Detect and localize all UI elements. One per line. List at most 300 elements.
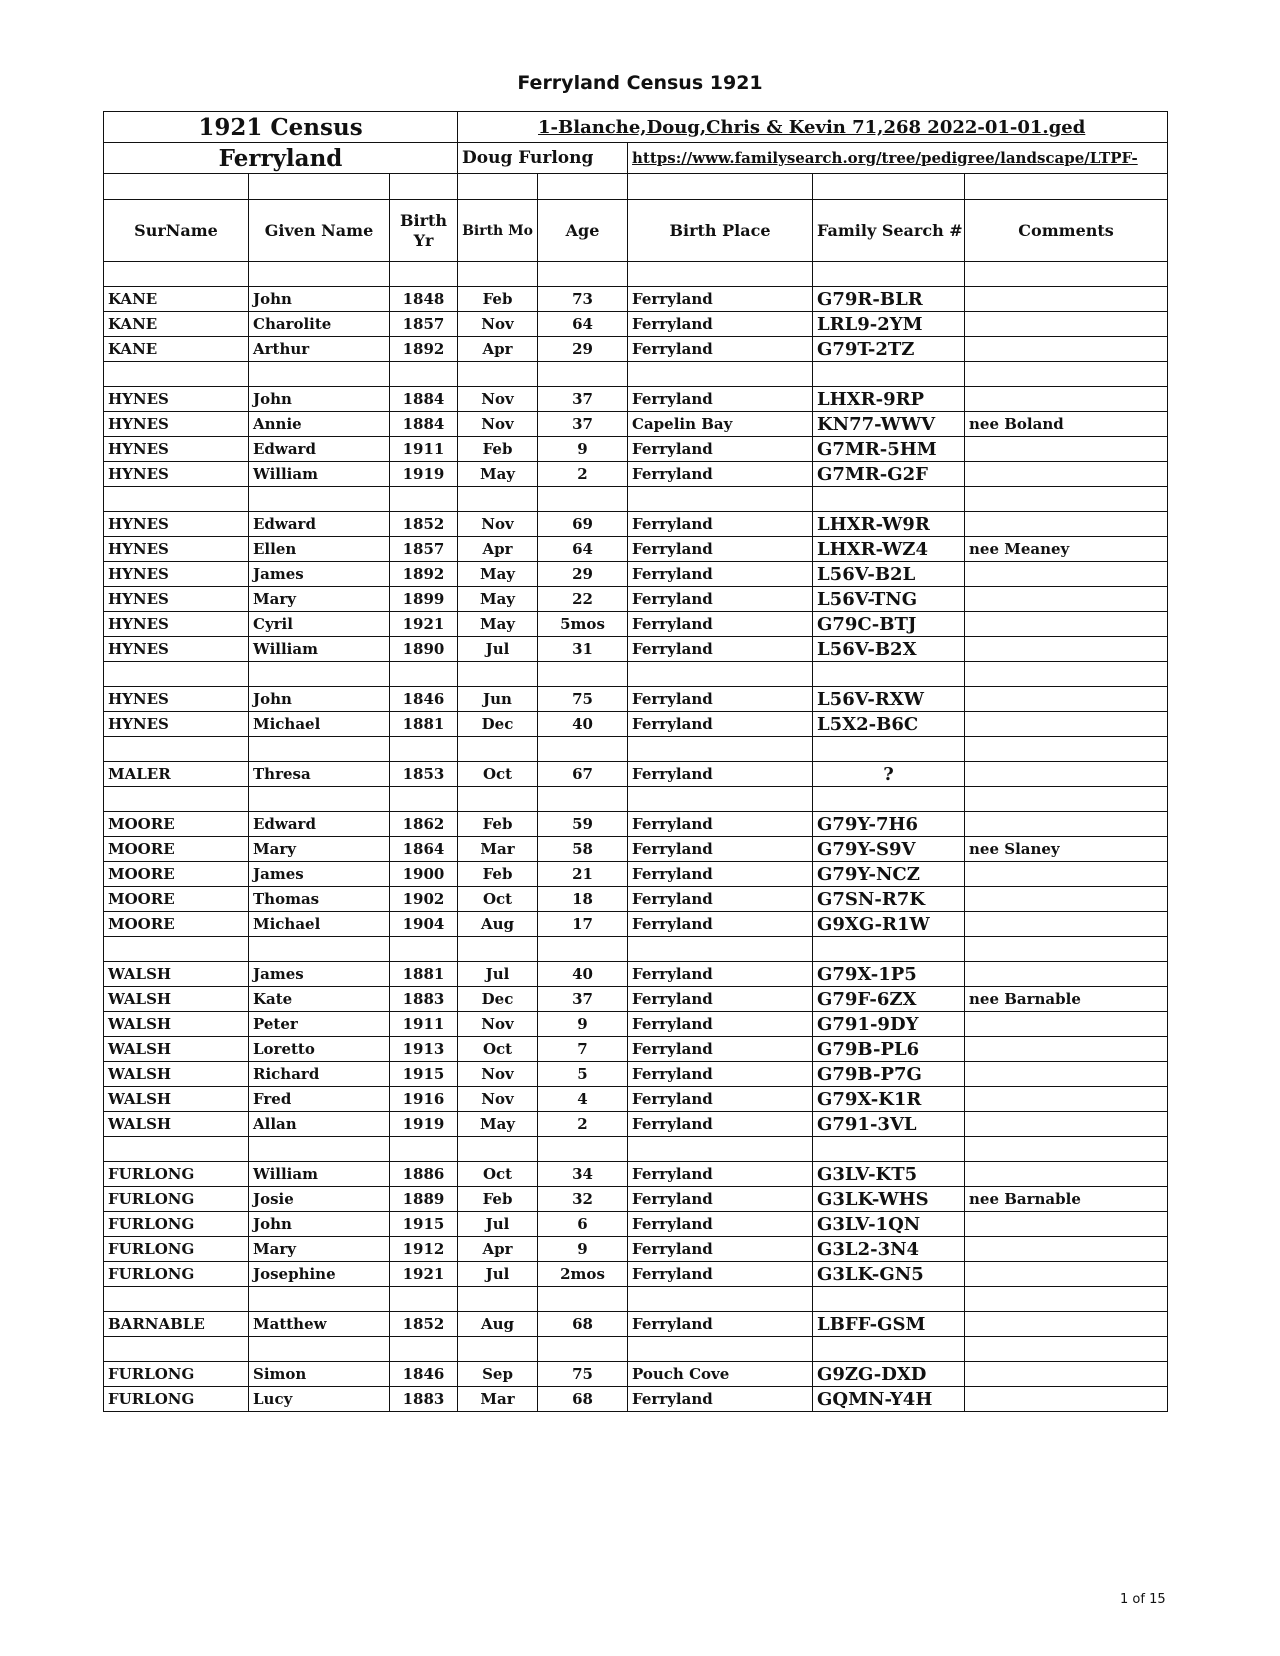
- empty-cell: [104, 737, 249, 762]
- birth-yr-cell: 1889: [390, 1187, 458, 1212]
- col-comments: Comments: [965, 200, 1168, 262]
- surname-cell: MOORE: [104, 812, 249, 837]
- given-name-cell: Mary: [249, 587, 390, 612]
- family-search-id-cell: ?: [813, 762, 965, 787]
- table-row: [104, 437, 1168, 462]
- birth-mo-cell: Oct: [458, 1037, 538, 1062]
- family-search-id-cell: G79F-6ZX: [813, 987, 965, 1012]
- empty-cell: [390, 1337, 458, 1362]
- given-name-cell: Fred: [249, 1087, 390, 1112]
- empty-cell: [390, 662, 458, 687]
- spacer-row: [104, 362, 1168, 387]
- family-search-id-cell: LHXR-W9R: [813, 512, 965, 537]
- empty-cell: [813, 662, 965, 687]
- birth-mo-cell: Dec: [458, 987, 538, 1012]
- empty-cell: [965, 1337, 1168, 1362]
- empty-cell: [813, 1337, 965, 1362]
- table-row: [104, 687, 1168, 712]
- surname-cell: HYNES: [104, 512, 249, 537]
- comment-cell: [965, 1262, 1168, 1287]
- spacer-row: [104, 487, 1168, 512]
- surname-cell: HYNES: [104, 712, 249, 737]
- empty-cell: [538, 1287, 628, 1312]
- birth-place-cell: Ferryland: [628, 1037, 813, 1062]
- given-name-cell: Thresa: [249, 762, 390, 787]
- birth-yr-cell: 1886: [390, 1162, 458, 1187]
- empty-cell: [538, 1137, 628, 1162]
- table-row: [104, 337, 1168, 362]
- birth-yr-cell: 1902: [390, 887, 458, 912]
- surname-cell: MOORE: [104, 862, 249, 887]
- empty-cell: [249, 662, 390, 687]
- birth-mo-cell: Jul: [458, 962, 538, 987]
- surname-cell: HYNES: [104, 537, 249, 562]
- empty-cell: [458, 262, 538, 287]
- surname-cell: MALER: [104, 762, 249, 787]
- table-row: [104, 1362, 1168, 1387]
- birth-place-cell: Ferryland: [628, 1387, 813, 1412]
- family-search-id-cell: G3LK-GN5: [813, 1262, 965, 1287]
- family-search-id-cell: G3LK-WHS: [813, 1187, 965, 1212]
- birth-mo-cell: Dec: [458, 712, 538, 737]
- page-title: Ferryland Census 1921: [517, 72, 763, 94]
- age-cell: 40: [538, 962, 628, 987]
- census-table: [103, 111, 1168, 1412]
- familysearch-link[interactable]: https://www.familysearch.org/tree/pedigree/landscape/LTPF-: [628, 143, 1168, 174]
- birth-mo-cell: Feb: [458, 287, 538, 312]
- birth-mo-cell: May: [458, 612, 538, 637]
- surname-cell: HYNES: [104, 412, 249, 437]
- family-search-id-cell: G79C-BTJ: [813, 612, 965, 637]
- comment-cell: [965, 587, 1168, 612]
- table-row: [104, 1037, 1168, 1062]
- given-name-cell: Josephine: [249, 1262, 390, 1287]
- comment-cell: [965, 1387, 1168, 1412]
- birth-place-cell: Ferryland: [628, 887, 813, 912]
- spacer-row: [104, 937, 1168, 962]
- family-search-id-cell: G3LV-1QN: [813, 1212, 965, 1237]
- comment-cell: [965, 437, 1168, 462]
- birth-mo-cell: Oct: [458, 1162, 538, 1187]
- surname-cell: HYNES: [104, 562, 249, 587]
- comment-cell: [965, 637, 1168, 662]
- age-cell: 68: [538, 1387, 628, 1412]
- age-cell: 2: [538, 1112, 628, 1137]
- given-name-cell: William: [249, 637, 390, 662]
- empty-cell: [628, 362, 813, 387]
- empty-cell: [813, 262, 965, 287]
- given-name-cell: John: [249, 1212, 390, 1237]
- birth-yr-cell: 1883: [390, 987, 458, 1012]
- table-row: [104, 1112, 1168, 1137]
- empty-cell: [813, 787, 965, 812]
- birth-yr-cell: 1915: [390, 1212, 458, 1237]
- comment-cell: [965, 1212, 1168, 1237]
- spacer-row: [104, 737, 1168, 762]
- empty-cell: [965, 937, 1168, 962]
- age-cell: 22: [538, 587, 628, 612]
- surname-cell: HYNES: [104, 587, 249, 612]
- family-search-id-cell: GQMN-Y4H: [813, 1387, 965, 1412]
- empty-cell: [458, 937, 538, 962]
- comment-cell: nee Barnable: [965, 1187, 1168, 1212]
- spacer-row: [104, 1137, 1168, 1162]
- birth-place-cell: Ferryland: [628, 1087, 813, 1112]
- birth-yr-cell: 1913: [390, 1037, 458, 1062]
- spacer-row: [104, 1287, 1168, 1312]
- age-cell: 64: [538, 537, 628, 562]
- empty-cell: [628, 937, 813, 962]
- surname-cell: WALSH: [104, 1012, 249, 1037]
- birth-yr-cell: 1900: [390, 862, 458, 887]
- given-name-cell: Matthew: [249, 1312, 390, 1337]
- birth-mo-cell: Feb: [458, 812, 538, 837]
- comment-cell: [965, 862, 1168, 887]
- comment-cell: [965, 1012, 1168, 1037]
- empty-cell: [965, 787, 1168, 812]
- empty-cell: [104, 662, 249, 687]
- empty-cell: [538, 362, 628, 387]
- surname-cell: HYNES: [104, 637, 249, 662]
- birth-yr-cell: 1883: [390, 1387, 458, 1412]
- family-search-id-cell: G3L2-3N4: [813, 1237, 965, 1262]
- empty-cell: [458, 487, 538, 512]
- age-cell: 64: [538, 312, 628, 337]
- birth-mo-cell: Jul: [458, 1212, 538, 1237]
- empty-cell: [628, 737, 813, 762]
- comment-cell: [965, 1162, 1168, 1187]
- age-cell: 5mos: [538, 612, 628, 637]
- birth-place-cell: Ferryland: [628, 337, 813, 362]
- table-row: [104, 812, 1168, 837]
- family-search-id-cell: G79B-P7G: [813, 1062, 965, 1087]
- birth-mo-cell: Mar: [458, 837, 538, 862]
- empty-cell: [965, 362, 1168, 387]
- birth-place-cell: Ferryland: [628, 712, 813, 737]
- birth-yr-cell: 1848: [390, 287, 458, 312]
- comment-cell: [965, 1037, 1168, 1062]
- empty-cell: [965, 487, 1168, 512]
- family-search-id-cell: G3LV-KT5: [813, 1162, 965, 1187]
- birth-place-cell: Ferryland: [628, 437, 813, 462]
- empty-cell: [458, 1337, 538, 1362]
- birth-place-cell: Ferryland: [628, 612, 813, 637]
- comment-cell: nee Meaney: [965, 537, 1168, 562]
- birth-yr-cell: 1846: [390, 687, 458, 712]
- family-search-id-cell: LRL9-2YM: [813, 312, 965, 337]
- birth-yr-cell: 1864: [390, 837, 458, 862]
- empty-cell: [538, 662, 628, 687]
- table-row: [104, 312, 1168, 337]
- family-search-id-cell: G79B-PL6: [813, 1037, 965, 1062]
- table-row: [104, 1212, 1168, 1237]
- comment-cell: nee Barnable: [965, 987, 1168, 1012]
- table-row: [104, 862, 1168, 887]
- empty-cell: [628, 262, 813, 287]
- col-birth-place: Birth Place: [628, 200, 813, 262]
- empty-cell: [965, 737, 1168, 762]
- col-birth-mo: Birth Mo: [458, 200, 538, 262]
- family-search-id-cell: G79Y-S9V: [813, 837, 965, 862]
- surname-cell: KANE: [104, 337, 249, 362]
- birth-yr-cell: 1921: [390, 612, 458, 637]
- surname-cell: KANE: [104, 312, 249, 337]
- given-name-cell: Charolite: [249, 312, 390, 337]
- birth-yr-cell: 1862: [390, 812, 458, 837]
- family-search-id-cell: G79Y-NCZ: [813, 862, 965, 887]
- empty-cell: [390, 487, 458, 512]
- empty-cell: [249, 787, 390, 812]
- table-row: [104, 912, 1168, 937]
- comment-cell: [965, 512, 1168, 537]
- family-search-id-cell: G79X-1P5: [813, 962, 965, 987]
- birth-mo-cell: Feb: [458, 862, 538, 887]
- family-search-id-cell: G791-3VL: [813, 1112, 965, 1137]
- empty-cell: [628, 787, 813, 812]
- given-name-cell: Thomas: [249, 887, 390, 912]
- table-row: [104, 1312, 1168, 1337]
- given-name-cell: Loretto: [249, 1037, 390, 1062]
- given-name-cell: Richard: [249, 1062, 390, 1087]
- family-search-id-cell: G79X-K1R: [813, 1087, 965, 1112]
- empty-cell: [249, 362, 390, 387]
- birth-place-cell: Ferryland: [628, 587, 813, 612]
- surname-cell: BARNABLE: [104, 1312, 249, 1337]
- family-search-id-cell: L56V-RXW: [813, 687, 965, 712]
- census-place: Ferryland: [104, 143, 458, 174]
- given-name-cell: Michael: [249, 712, 390, 737]
- surname-cell: FURLONG: [104, 1262, 249, 1287]
- surname-cell: HYNES: [104, 462, 249, 487]
- table-row: [104, 612, 1168, 637]
- age-cell: 9: [538, 437, 628, 462]
- spacer-row: [104, 662, 1168, 687]
- table-row: [104, 462, 1168, 487]
- family-search-id-cell: L5X2-B6C: [813, 712, 965, 737]
- comment-cell: nee Boland: [965, 412, 1168, 437]
- birth-place-cell: Ferryland: [628, 562, 813, 587]
- empty-cell: [390, 1287, 458, 1312]
- surname-cell: WALSH: [104, 1112, 249, 1137]
- surname-cell: WALSH: [104, 1037, 249, 1062]
- comment-cell: [965, 1312, 1168, 1337]
- empty-cell: [538, 262, 628, 287]
- birth-yr-cell: 1904: [390, 912, 458, 937]
- birth-place-cell: Ferryland: [628, 1312, 813, 1337]
- col-birth-yr: Birth Yr: [390, 200, 458, 262]
- age-cell: 68: [538, 1312, 628, 1337]
- table-row: [104, 537, 1168, 562]
- comment-cell: [965, 387, 1168, 412]
- given-name-cell: Simon: [249, 1362, 390, 1387]
- empty-cell: [249, 1337, 390, 1362]
- author-name: Doug Furlong: [458, 143, 628, 174]
- page-number: 1 of 15: [1120, 1592, 1166, 1607]
- birth-place-cell: Pouch Cove: [628, 1362, 813, 1387]
- birth-place-cell: Ferryland: [628, 1212, 813, 1237]
- empty-cell: [628, 1137, 813, 1162]
- family-search-id-cell: LHXR-9RP: [813, 387, 965, 412]
- empty-cell: [390, 362, 458, 387]
- table-row: [104, 987, 1168, 1012]
- table-row: [104, 1262, 1168, 1287]
- empty-cell: [249, 487, 390, 512]
- birth-mo-cell: Nov: [458, 1087, 538, 1112]
- empty-cell: [458, 787, 538, 812]
- birth-place-cell: Ferryland: [628, 462, 813, 487]
- birth-yr-cell: 1846: [390, 1362, 458, 1387]
- birth-place-cell: Capelin Bay: [628, 412, 813, 437]
- birth-mo-cell: Nov: [458, 1012, 538, 1037]
- empty-cell: [458, 1137, 538, 1162]
- family-search-id-cell: L56V-B2X: [813, 637, 965, 662]
- empty-cell: [249, 737, 390, 762]
- birth-place-cell: Ferryland: [628, 1237, 813, 1262]
- comment-cell: [965, 612, 1168, 637]
- birth-yr-cell: 1884: [390, 387, 458, 412]
- census-title: 1921 Census: [104, 112, 458, 143]
- empty-cell: [249, 937, 390, 962]
- empty-cell: [390, 937, 458, 962]
- table-row: [104, 762, 1168, 787]
- given-name-cell: Annie: [249, 412, 390, 437]
- birth-place-cell: Ferryland: [628, 862, 813, 887]
- age-cell: 37: [538, 987, 628, 1012]
- blank-header-row: [104, 174, 1168, 200]
- birth-mo-cell: Mar: [458, 1387, 538, 1412]
- age-cell: 75: [538, 687, 628, 712]
- birth-mo-cell: Jul: [458, 1262, 538, 1287]
- birth-mo-cell: Oct: [458, 762, 538, 787]
- table-row: [104, 1237, 1168, 1262]
- empty-cell: [628, 1337, 813, 1362]
- family-search-id-cell: LHXR-WZ4: [813, 537, 965, 562]
- surname-cell: FURLONG: [104, 1212, 249, 1237]
- table-row: [104, 412, 1168, 437]
- empty-cell: [390, 1137, 458, 1162]
- given-name-cell: Peter: [249, 1012, 390, 1037]
- birth-place-cell: Ferryland: [628, 987, 813, 1012]
- family-search-id-cell: G7MR-5HM: [813, 437, 965, 462]
- surname-cell: MOORE: [104, 912, 249, 937]
- age-cell: 2: [538, 462, 628, 487]
- empty-cell: [104, 1287, 249, 1312]
- family-search-id-cell: G79R-BLR: [813, 287, 965, 312]
- birth-mo-cell: Sep: [458, 1362, 538, 1387]
- table-row: [104, 887, 1168, 912]
- col-surname: SurName: [104, 200, 249, 262]
- birth-place-cell: Ferryland: [628, 762, 813, 787]
- given-name-cell: John: [249, 687, 390, 712]
- empty-cell: [104, 1137, 249, 1162]
- surname-cell: HYNES: [104, 437, 249, 462]
- birth-yr-cell: 1881: [390, 962, 458, 987]
- table-row: [104, 287, 1168, 312]
- comment-cell: [965, 312, 1168, 337]
- comment-cell: [965, 287, 1168, 312]
- empty-cell: [628, 662, 813, 687]
- birth-place-cell: Ferryland: [628, 287, 813, 312]
- comment-cell: [965, 812, 1168, 837]
- birth-yr-cell: 1919: [390, 1112, 458, 1137]
- birth-yr-cell: 1892: [390, 337, 458, 362]
- empty-cell: [965, 1137, 1168, 1162]
- comment-cell: [965, 712, 1168, 737]
- birth-mo-cell: Nov: [458, 387, 538, 412]
- empty-cell: [538, 787, 628, 812]
- empty-cell: [104, 362, 249, 387]
- given-name-cell: Mary: [249, 1237, 390, 1262]
- birth-yr-cell: 1857: [390, 537, 458, 562]
- empty-cell: [538, 487, 628, 512]
- empty-cell: [104, 487, 249, 512]
- birth-yr-cell: 1899: [390, 587, 458, 612]
- given-name-cell: John: [249, 387, 390, 412]
- empty-cell: [813, 737, 965, 762]
- comment-cell: [965, 962, 1168, 987]
- surname-cell: FURLONG: [104, 1187, 249, 1212]
- birth-place-cell: Ferryland: [628, 387, 813, 412]
- birth-place-cell: Ferryland: [628, 1112, 813, 1137]
- given-name-cell: Kate: [249, 987, 390, 1012]
- birth-mo-cell: Nov: [458, 312, 538, 337]
- surname-cell: FURLONG: [104, 1162, 249, 1187]
- comment-cell: [965, 887, 1168, 912]
- empty-cell: [249, 1137, 390, 1162]
- birth-place-cell: Ferryland: [628, 837, 813, 862]
- comment-cell: [965, 562, 1168, 587]
- birth-place-cell: Ferryland: [628, 962, 813, 987]
- table-row: [104, 387, 1168, 412]
- empty-cell: [965, 1287, 1168, 1312]
- age-cell: 9: [538, 1237, 628, 1262]
- birth-yr-cell: 1857: [390, 312, 458, 337]
- family-search-id-cell: G9XG-R1W: [813, 912, 965, 937]
- col-given-name: Given Name: [249, 200, 390, 262]
- spacer-row: [104, 787, 1168, 812]
- empty-cell: [813, 362, 965, 387]
- surname-cell: WALSH: [104, 987, 249, 1012]
- ged-file-name: 1-Blanche,Doug,Chris & Kevin 71,268 2022-01-01.ged: [458, 112, 1168, 143]
- birth-yr-cell: 1919: [390, 462, 458, 487]
- given-name-cell: Edward: [249, 812, 390, 837]
- birth-yr-cell: 1852: [390, 1312, 458, 1337]
- birth-yr-cell: 1911: [390, 437, 458, 462]
- family-search-id-cell: G79Y-7H6: [813, 812, 965, 837]
- birth-place-cell: Ferryland: [628, 1162, 813, 1187]
- given-name-cell: Mary: [249, 837, 390, 862]
- age-cell: 6: [538, 1212, 628, 1237]
- surname-cell: KANE: [104, 287, 249, 312]
- given-name-cell: James: [249, 962, 390, 987]
- col-age: Age: [538, 200, 628, 262]
- table-row: [104, 837, 1168, 862]
- age-cell: 5: [538, 1062, 628, 1087]
- table-row: [104, 962, 1168, 987]
- age-cell: 32: [538, 1187, 628, 1212]
- empty-cell: [104, 1337, 249, 1362]
- birth-place-cell: Ferryland: [628, 1012, 813, 1037]
- birth-mo-cell: May: [458, 1112, 538, 1137]
- birth-yr-cell: 1892: [390, 562, 458, 587]
- empty-cell: [813, 937, 965, 962]
- comment-cell: [965, 1062, 1168, 1087]
- empty-cell: [628, 1287, 813, 1312]
- birth-yr-cell: 1881: [390, 712, 458, 737]
- table-row: [104, 1162, 1168, 1187]
- comment-cell: [965, 337, 1168, 362]
- empty-cell: [458, 737, 538, 762]
